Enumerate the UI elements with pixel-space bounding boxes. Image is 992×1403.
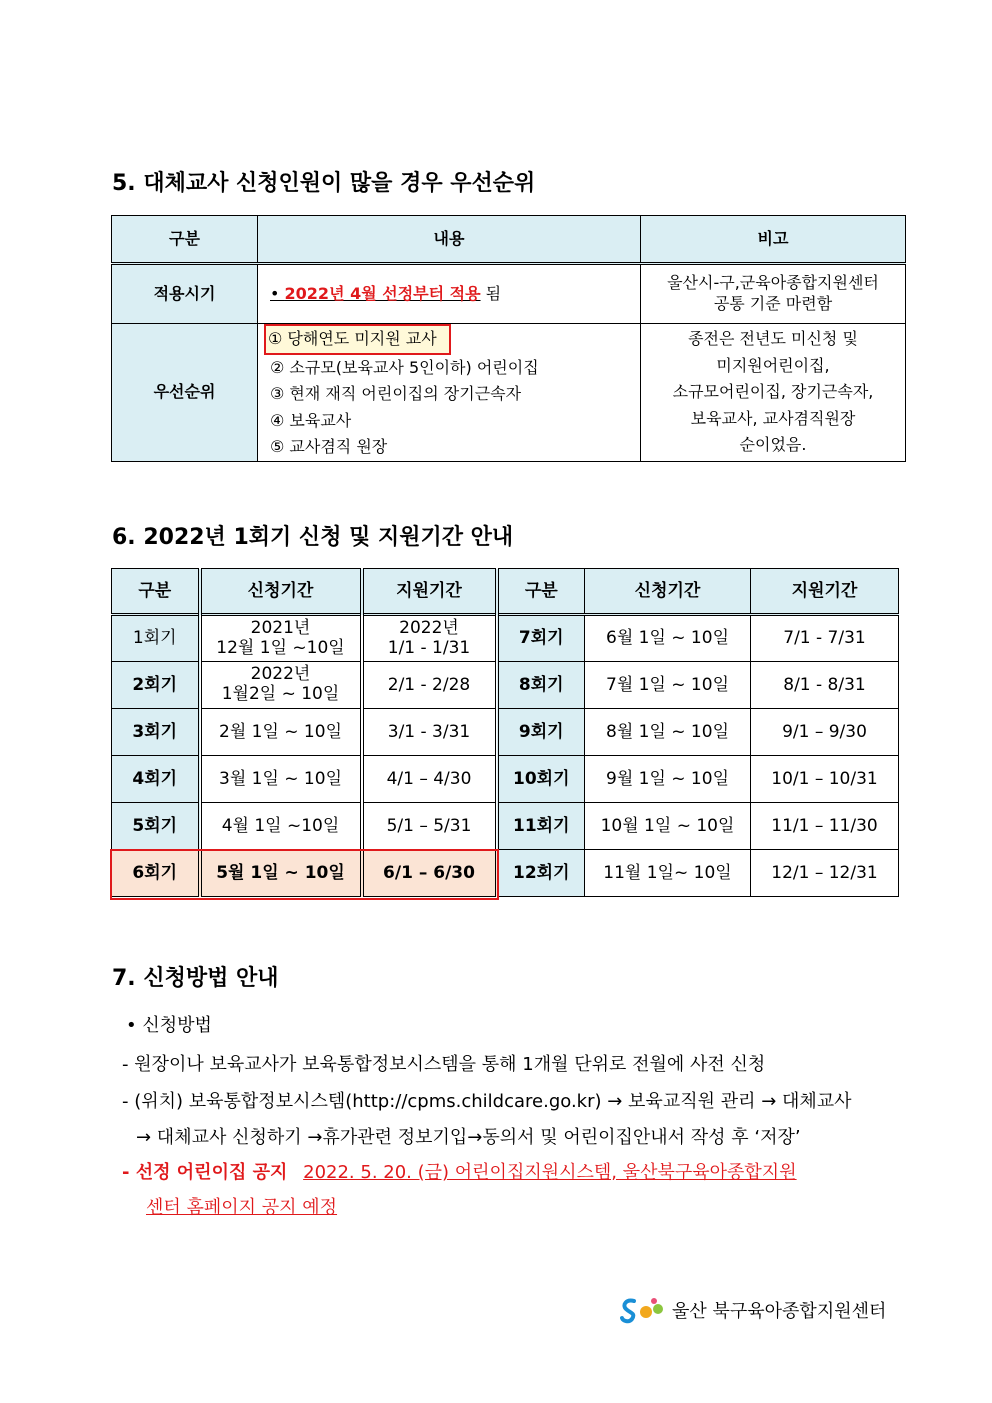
header-apply-right: 신청기간 <box>585 569 751 615</box>
apply-period-content <box>258 264 641 324</box>
method-line-3: → 대체교사 신청하기 →휴가관련 정보기입→동의서 및 어린이집안내서 작성 후 ‘저장’ <box>136 1127 801 1148</box>
priority-item-5: ⑤ 교사겸직 원장 <box>270 437 388 456</box>
apply-period: 2021년 12월 1일 ~10일 <box>200 615 362 662</box>
priority-table <box>111 215 906 462</box>
session-label: 2회기 <box>112 662 200 709</box>
apply-period: 2022년 1월2일 ~ 10일 <box>200 662 362 709</box>
apply-period-red-text: 2022년 4월 선정부터 적용 <box>284 283 481 303</box>
row-label-apply-period: 적용시기 <box>112 264 258 324</box>
support-period: 5/1 – 5/31 <box>362 803 497 850</box>
priority-list <box>258 324 641 462</box>
apply-period: 9월 1일 ~ 10일 <box>585 756 751 803</box>
row-label-priority: 우선순위 <box>112 324 258 462</box>
support-period: 6/1 – 6/30 <box>362 850 497 897</box>
support-period: 10/1 – 10/31 <box>751 756 899 803</box>
session-label: 11회기 <box>497 803 585 850</box>
session-label: 1회기 <box>112 615 200 662</box>
table-row <box>112 756 899 803</box>
dash: - <box>122 1162 136 1183</box>
header-apply-left: 신청기간 <box>200 569 362 615</box>
note-line: 순이었음. <box>739 435 807 454</box>
apply-period-tail: 됨 <box>480 283 502 303</box>
method-line-5: 센터 홈페이지 공지 예정 <box>146 1197 338 1218</box>
table-row <box>112 709 899 756</box>
header-support-left: 지원기간 <box>362 569 497 615</box>
apply-period: 4월 1일 ~10일 <box>200 803 362 850</box>
apply-period: 7월 1일 ~ 10일 <box>585 662 751 709</box>
method-line-4 <box>122 1158 797 1184</box>
support-period: 3/1 - 3/31 <box>362 709 497 756</box>
apply-period-note <box>641 264 906 324</box>
session-label: 6회기 <box>112 850 200 897</box>
note-line: 소규모어린이집, 장기근속자, <box>672 382 874 401</box>
session-label: 9회기 <box>497 709 585 756</box>
support-period: 12/1 – 12/31 <box>751 850 899 897</box>
table-row-selected <box>112 850 899 897</box>
apply-period: 5월 1일 ~ 10일 <box>200 850 362 897</box>
note-line: 종전은 전년도 미신청 및 <box>688 329 858 348</box>
support-period: 8/1 - 8/31 <box>751 662 899 709</box>
note-line: 울산시-구,군육아종합지원센터 <box>667 273 879 293</box>
section5-heading: 5. 대체교사 신청인원이 많을 경우 우선순위 <box>112 171 536 196</box>
header-note: 비고 <box>641 216 906 264</box>
note-line: 미지원어린이집, <box>716 355 830 375</box>
session-label: 4회기 <box>112 756 200 803</box>
support-period: 4/1 – 4/30 <box>362 756 497 803</box>
notice-label: 선정 어린이집 공지 <box>135 1162 288 1183</box>
apply-period: 2월 1일 ~ 10일 <box>200 709 362 756</box>
apply-period: 3월 1일 ~ 10일 <box>200 756 362 803</box>
support-period: 2/1 - 2/28 <box>362 662 497 709</box>
section7-heading: 7. 신청방법 안내 <box>112 966 279 991</box>
header-support-right: 지원기간 <box>751 569 899 615</box>
org-logo <box>620 1295 886 1325</box>
header-content: 내용 <box>258 216 641 264</box>
note-line: 공통 기준 마련함 <box>713 294 833 313</box>
session-label: 5회기 <box>112 803 200 850</box>
support-period: 9/1 – 9/30 <box>751 709 899 756</box>
priority-item-2: ② 소규모(보육교사 5인이하) 어린이집 <box>270 357 539 377</box>
section6-heading: 6. 2022년 1회기 신청 및 지원기간 안내 <box>112 525 514 550</box>
support-period: 2022년 1/1 - 1/31 <box>362 615 497 662</box>
schedule-table <box>111 568 899 897</box>
session-label: 3회기 <box>112 709 200 756</box>
priority-item-1-highlighted: ① 당해연도 미지원 교사 <box>264 324 451 355</box>
table-row <box>112 662 899 709</box>
bullet: • <box>270 283 285 303</box>
note-line: 보육교사, 교사겸직원장 <box>690 408 856 428</box>
table-row <box>112 615 899 662</box>
priority-note <box>641 324 906 462</box>
header-session-right: 구분 <box>497 569 585 615</box>
apply-period: 6월 1일 ~ 10일 <box>585 615 751 662</box>
method-line-2: - (위치) 보육통합정보시스템(http://cpms.childcare.go.kr) → 보육교직원 관리 → 대체교사 <box>122 1091 852 1112</box>
org-logo-icon <box>620 1295 666 1325</box>
notice-detail: 2022. 5. 20. (금) 어린이집지원시스템, 울산북구육아종합지원 <box>303 1162 797 1183</box>
method-line-1: - 원장이나 보육교사가 보육통합정보시스템을 통해 1개월 단위로 전월에 사전 신청 <box>122 1054 766 1075</box>
method-bullet: • 신청방법 <box>126 1015 212 1036</box>
header-category: 구분 <box>112 216 258 264</box>
table-row <box>112 803 899 850</box>
session-label: 12회기 <box>497 850 585 897</box>
apply-period: 10월 1일 ~ 10일 <box>585 803 751 850</box>
session-label: 10회기 <box>497 756 585 803</box>
support-period: 11/1 – 11/30 <box>751 803 899 850</box>
header-session-left: 구분 <box>112 569 200 615</box>
org-name: 울산 북구육아종합지원센터 <box>672 1301 887 1322</box>
priority-item-4: ④ 보육교사 <box>270 410 352 430</box>
session-label: 8회기 <box>497 662 585 709</box>
priority-item-3: ③ 현재 재직 어린이집의 장기근속자 <box>270 384 522 403</box>
apply-period: 8월 1일 ~ 10일 <box>585 709 751 756</box>
support-period: 7/1 - 7/31 <box>751 615 899 662</box>
session-label: 7회기 <box>497 615 585 662</box>
apply-period: 11월 1일~ 10일 <box>585 850 751 897</box>
